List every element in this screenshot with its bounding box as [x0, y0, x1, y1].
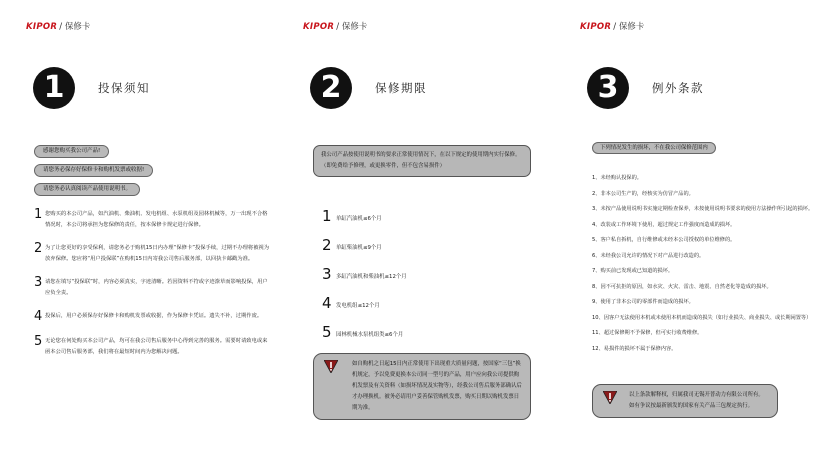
list-item: [322, 209, 382, 223]
item-number: 4: [34, 309, 43, 324]
warranty-intro-box: 我公司产品按使用说明书的要求正常使用情况下，在以下规定的使用期内实行保修。（即免费给予修理，或更换零件，但不包含易损件）: [313, 145, 531, 177]
kipor-logo: KIPOR: [26, 22, 58, 32]
list-item: [34, 243, 270, 264]
warning-icon: [603, 391, 617, 404]
list-item: [34, 209, 270, 230]
brand-header: [26, 20, 90, 32]
section-heading: 投保须知: [98, 81, 150, 95]
notice-list: [34, 209, 270, 370]
list-item: [34, 336, 270, 357]
exchange-note-box: [313, 353, 531, 420]
item-number: 3: [322, 265, 332, 283]
item-text: 投保后，用户必须保存好保修卡和购机发票或收据，作为保修卡凭证。遗失不补，过期作废。: [45, 313, 263, 319]
notice-pill: 请您务必保存好保修卡和购机发票或收据!: [34, 164, 153, 177]
list-item: 6、未经我公司允许的情况下对产品进行改造的。: [592, 252, 705, 259]
list-item: 12、易损件的损坏不属于保修内容。: [592, 345, 677, 352]
section-number-badge: 1: [33, 67, 75, 109]
exclusion-pill: 下列情况发生的损坏，不在我公司保修范围内: [592, 142, 716, 154]
list-item: 3、未按产品使用说明书实施定期检查保养，未按使用说明书要求的使用方法操作所引起的损坏。: [592, 206, 814, 212]
exclusion-list: [592, 174, 824, 360]
list-item: 1、未经购认投保的。: [592, 175, 642, 181]
item-number: 1: [322, 207, 332, 225]
brand-subtitle: / 保修卡: [613, 22, 645, 32]
list-item: 4、改装或工作环境下使用，超过规定工作强度而造成的损坏。: [592, 221, 736, 228]
section-heading: 保修期限: [375, 81, 427, 95]
item-number: 2: [322, 236, 332, 254]
note-text: 以上条款解释权，归属我司无锡开普动力有限公司所有。如有争议按最新颁发的国家有关产品三包规定执行。: [629, 392, 764, 409]
list-item: [322, 267, 407, 281]
item-number: 4: [322, 294, 332, 312]
item-number: 5: [322, 323, 332, 341]
item-text: 无论您在何处购买本公司产品，均可在我公司售后服务中心得到完善的服务。需要时请致电或来函本公司售后服务部，我们将在最短时间内为您解决问题。: [45, 338, 268, 355]
item-number: 5: [34, 334, 43, 349]
list-item: 7、购买前已发现或已知道的损坏。: [592, 268, 674, 274]
warning-icon: [324, 360, 338, 373]
panel-exceptions: [554, 0, 830, 451]
list-item: 8、因不可抗拒的原因，如水灾、火灾、雷击、地震、自然老化等造成的损坏。: [592, 283, 772, 290]
item-number: 1: [34, 207, 43, 222]
list-item: [34, 311, 270, 323]
panel-insurance-notice: [0, 0, 276, 451]
kipor-logo: KIPOR: [303, 22, 335, 32]
item-text: 园林机械水泵机组类≤6个月: [336, 332, 404, 338]
brand-header: [580, 20, 644, 32]
interpretation-note-box: [592, 384, 778, 418]
list-item: [322, 238, 382, 252]
item-number: 2: [34, 241, 43, 256]
list-item: 5、客户私自拆机，自行维修或未经本公司授权的单位维修的。: [592, 237, 736, 243]
section-number-badge: 3: [587, 67, 629, 109]
item-number: 3: [34, 275, 43, 290]
notice-pill: 感谢您购买我公司产品!: [34, 145, 109, 158]
list-item: 11、超过保修期不予保修，但可实行收费维修。: [592, 330, 703, 336]
list-item: 2、非本公司生产的，经核实为仿冒产品的。: [592, 190, 694, 197]
kipor-logo: KIPOR: [580, 22, 612, 32]
list-item: 9、使用了非本公司的零部件而造成的损坏。: [592, 299, 694, 305]
list-item: [322, 296, 380, 310]
item-text: 您购买的本公司产品，如汽油机、柴油机、发电机组、水泵机组及园林机械等，万一出现不合格情况时，本公司将承担为您保修的责任，按本保修卡规定进行保修。: [45, 211, 268, 228]
section-heading: 例外条款: [652, 81, 704, 95]
note-text: 如自购机之日起15日内正常使用下出现重大质量问题，按国家“三包”换机规定，予以免费更换本公司同一型号的产品，用户应向我公司提供购机发票及有关资料（如损坏情况及实物等），经我公司售后服务部确认后才办理换机。被务必请用户妥善保管购机发票，购买日期以购机发票日期为准。: [352, 361, 522, 411]
brand-subtitle: / 保修卡: [336, 22, 368, 32]
item-text: 单缸汽油机≤6个月: [336, 216, 382, 222]
item-text: 为了让您更好的享受保利，请您务必于购机15日内办理“保修卡”投保手续，过期不办理将被视为放弃保修。您应将“用户投保联”在购机15日内寄我公司售后服务部，以回执卡邮戳为准。: [45, 245, 270, 262]
panel-warranty-period: [277, 0, 553, 451]
brand-header: [303, 20, 367, 32]
section-number-badge: 2: [310, 67, 352, 109]
item-text: 发电机组≤12个月: [336, 303, 380, 309]
item-text: 多缸汽油机和柴油机≤12个月: [336, 274, 407, 280]
item-text: 单缸柴油机≤9个月: [336, 245, 382, 251]
brand-subtitle: / 保修卡: [59, 22, 91, 32]
list-item: 10、因客户无法使用本机或未使用本机而造成的损失（如行业损失、商业损失、或长期闲置等）: [592, 314, 812, 321]
list-item: [34, 277, 270, 298]
notice-pill: 请您务必认真阅读产品使用说明书。: [34, 183, 140, 196]
item-text: 请您在填写“投保联”时，内容必须真实，字迹清晰。若因资料不符或字迹潦草而影响投保，用户应负全责。: [45, 279, 268, 296]
list-item: [322, 325, 403, 339]
